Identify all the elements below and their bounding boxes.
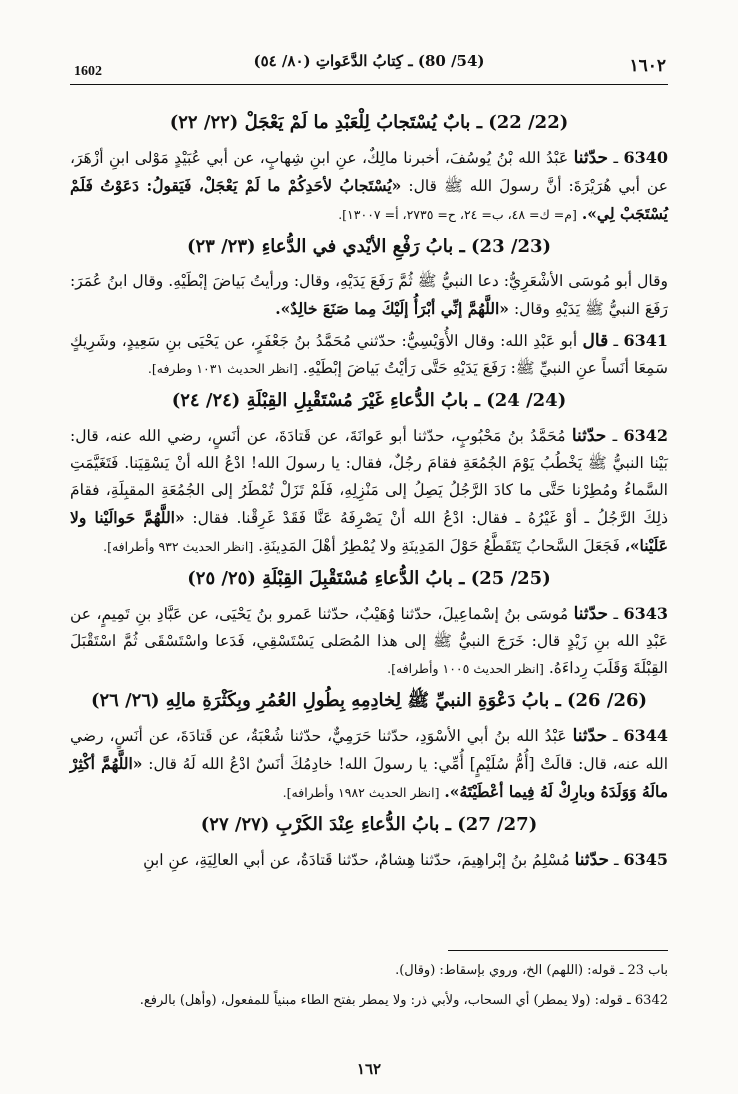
narration-lead: حدّثنا — [572, 726, 608, 746]
reference: [م= ك= ٤٨، ب= ٢٤، ح= ٢٧٣٥، أ= ١٣٠٠٧]. — [338, 207, 577, 222]
running-header — [70, 48, 668, 88]
narration-lead: حدّثنا — [573, 604, 609, 624]
page-body — [70, 104, 668, 878]
intro-quote: «اللَّهُمَّ إنِّي أبْرَأُ إلَيْكَ مِما صَنَعَ خالِدٌ». — [275, 299, 509, 318]
hadith-text: مُوسَى بنُ إسْماعِيلَ، حدّثنا وُهَيْبٌ، حدّثنا عَمرو بنُ يَحْيَى، عن عَبَّادِ بنِ تَمِيمٍ، عن عَبْدِ الله بنِ زَيْدٍ قال: خَرَجَ النبيُّ ﷺ إلى هذا المُصَلى يَسْتَسْقِي، فَدَعا واسْتَسْقَى ثُمَّ اسْتَقْبَلَ القِبْلَةَ وَقَلَبَ رِداءَهُ. — [70, 605, 668, 677]
book-title: (54/ 80) ـ كِتابُ الدَّعَواتِ (٨٠/ ٥٤) — [253, 52, 485, 70]
hadith-text: مُسْلِمُ بنُ إبْراهِيمَ، حدّثنا هِشامٌ، حدّثنا قَتادَةُ، عن أبي العالِيَةِ، عنِ ابنِ — [143, 851, 570, 869]
prophetic-quote: «اللَّهُمَّ أكْثِرْ مالَهُ وَوَلَدَهُ وبارِكْ لَهُ فِيما أعْطَيْتَهُ». — [70, 754, 668, 801]
narration-lead: قال — [582, 331, 609, 351]
footnote-rule — [448, 950, 668, 951]
header-rule — [70, 84, 668, 85]
hadith-6342: 6342 ـ حدّثنا مُحَمَّدُ بنُ مَحْبُوبٍ، حدّثنا أبو عَوانَةَ، عن قَتادَةَ، عن أنَسٍ، رضي الله عنه، قال: بَيْنا النبيُّ ﷺ يَخْطُبُ يَوْمَ الجُمُعَةِ فقامَ رجُلٌ، فقال: يا رسولَ الله! ادْعُ الله أنْ يَسْقِيَنا. فَتَغَيَّمَتِ السَّماءُ ومُطِرْنا حَتَّى ما كادَ الرَّجُلُ يَصِلُ إلى مَنْزِلِهِ، فَلَمْ تَزَلْ تُمْطَرُ إلى الجُمُعَةِ المقبِلَةِ، فقامَ ذلِكَ الرَّجُلُ ـ أوْ غَيْرُهُ ـ فقال: ادْعُ الله أنْ يَصْرِفَهُ عَنَّا فَقَدْ غَرِقْنا. فقال: «اللَّهُمَّ حَوالَيْنا ولا عَلَيْنا»، فَجَعَلَ السَّحابُ يَتَقَطَّعُ حَوْلَ المَدِينَةِ ولا يُمْطِرُ أهْلَ المَدِينَةِ. [انظر الحديث ٩٣٢ وأطرافه]. — [70, 426, 669, 555]
chapter-heading: (22/ 22) ـ بابٌ يُسْتَجابُ لِلْعَبْدِ ما لَمْ يَعْجَلْ (٢٢/ ٢٢) — [169, 112, 569, 133]
footnote: باب 23 ـ قوله: (اللهم) الخ، وروي بإسقاط: (وقال). — [395, 963, 668, 978]
hadith-number: 6344 — [623, 726, 669, 745]
prophetic-quote: «يُسْتَجابُ لأحَدِكُمْ ما لَمْ يَعْجَلْ، فَيَقولُ: دَعَوْتُ فَلَمْ يُسْتَجَبْ لِي». — [70, 176, 668, 223]
hadith-6341: 6341 ـ قال أبو عَبْدِ الله: وقال الأُوَيْسِيُّ: حدّثني مُحَمَّدُ بنُ جَعْفَرٍ، عن يَحْيَى بنِ سَعِيدٍ، وشَرِيكٍ سَمِعَا أنَساً عنِ النبيِّ ﷺ: رَفَعَ يَدَيْهِ حَتَّى رَأيْتُ بَياضَ إبْطَيْهِ. [انظر الحديث ١٠٣١ وطرفه]. — [70, 331, 668, 377]
reference: [انظر الحديث ١٠٠٥ وأطرافه]. — [387, 661, 544, 676]
hadith-6344: 6344 ـ حدّثنا عَبْدُ الله بنُ أبي الأسْوَدِ، حدّثنا حَرَمِيٌّ، حدّثنا شُعْبَةُ، عن قَتادَةَ، عن أنَسٍ، رضي الله عنه، قال: قالَتْ [أُمُّ سُلَيْمٍ] أُمِّي: يا رسولَ الله! خادِمُكَ أنَسٌ ادْعُ الله لَهُ قال: «اللَّهُمَّ أكْثِرْ مالَهُ وَوَلَدَهُ وبارِكْ لَهُ فِيما أعْطَيْتَهُ». [انظر الحديث ١٩٨٢ وأطرافه]. — [70, 726, 669, 801]
hadith-number: 6343 — [623, 604, 668, 623]
prophetic-quote: «اللَّهُمَّ حَوالَيْنا ولا عَلَيْنا»، — [70, 508, 668, 555]
narration-lead: حدّثنا — [571, 426, 607, 446]
hadith-6345: 6345 ـ حدّثنا مُسْلِمُ بنُ إبْراهِيمَ، حدّثنا هِشامٌ، حدّثنا قَتادَةُ، عن أبي العالِيَةِ، عنِ ابنِ — [143, 850, 668, 870]
chapter-intro — [70, 268, 668, 323]
reference: [انظر الحديث ٩٣٢ وأطرافه]. — [103, 539, 254, 554]
hadith-text: عَبْدُ الله بنُ أبي الأسْوَدِ، حدّثنا حَرَمِيٌّ، حدّثنا شُعْبَةُ، عن قَتادَةَ، عن أنَسٍ، رضي الله عنه، قال: قالَتْ [أُمُّ سُلَيْمٍ] أُمِّي: يا رسولَ الله! خادِمُكَ أنَسٌ ادْعُ الله لَهُ قال: — [70, 727, 669, 773]
hadith-6343: 6343 ـ حدّثنا مُوسَى بنُ إسْماعِيلَ، حدّثنا وُهَيْبٌ، حدّثنا عَمرو بنُ يَحْيَى، عن عَبَّادِ بنِ تَمِيمٍ، عن عَبْدِ الله بنِ زَيْدٍ قال: خَرَجَ النبيُّ ﷺ إلى هذا المُصَلى يَسْتَسْقِي، فَدَعا واسْتَسْقَى ثُمَّ اسْتَقْبَلَ القِبْلَةَ وَقَلَبَ رِداءَهُ. [انظر الحديث ١٠٠٥ وأطرافه]. — [70, 604, 668, 677]
page-number-arabic: ١٦٠٢ — [629, 56, 666, 76]
hadith-number: 6340 — [623, 148, 668, 167]
hadith-number: 6341 — [623, 331, 668, 350]
hadith-text: أبو عَبْدِ الله: وقال الأُوَيْسِيُّ: حدّثني مُحَمَّدُ بنُ جَعْفَرٍ، عن يَحْيَى بنِ سَعِيدٍ، وشَرِيكٍ سَمِعَا أنَساً عنِ النبيِّ ﷺ: رَفَعَ يَدَيْهِ حَتَّى رَأيْتُ بَياضَ إبْطَيْهِ. — [70, 332, 668, 377]
chapter-heading: (24/ 24) ـ بابُ الدُّعاءِ غَيْرَ مُسْتَقْبِلِ القِبْلَةِ (٢٤/ ٢٤) — [171, 390, 567, 411]
chapter-heading: (25/ 25) ـ بابُ الدُّعاءِ مُسْتَقْبِلَ القِبْلَةِ (٢٥/ ٢٥) — [187, 568, 551, 589]
chapter-heading: (26/ 26) ـ بابُ دَعْوَةِ النبيِّ ﷺ لِخادِمِهِ بِطُولِ العُمُرِ وبِكَثْرَةِ مالِهِ (٢٦/ ٢٦) — [90, 690, 648, 711]
chapter-heading: (27/ 27) ـ بابُ الدُّعاءِ عِنْدَ الكَرْبِ (٢٧/ ٢٧) — [200, 814, 538, 835]
hadith-text: مُحَمَّدُ بنُ مَحْبُوبٍ، حدّثنا أبو عَوانَةَ، عن قَتادَةَ، عن أنَسٍ، رضي الله عنه، قال: بَيْنا النبيُّ ﷺ يَخْطُبُ يَوْمَ الجُمُعَةِ فقامَ رجُلٌ، فقال: يا رسولَ الله! ادْعُ الله أنْ يَسْقِيَنا. فَتَغَيَّمَتِ السَّماءُ ومُطِرْنا حَتَّى ما كادَ الرَّجُلُ يَصِلُ إلى مَنْزِلِهِ، فَلَمْ تَزَلْ تُمْطَرُ إلى الجُمُعَةِ المقبِلَةِ، فقامَ ذلِكَ الرَّجُلُ ـ أوْ غَيْرُهُ ـ فقال: ادْعُ الله أنْ يَصْرِفَهُ عَنَّا فَقَدْ غَرِقْنا. فقال: — [70, 427, 668, 527]
narration-lead: حدّثنا — [573, 148, 609, 168]
hadith-6340: 6340 ـ حدّثنا عَبْدُ الله بْنُ يُوسُفَ، أخبرنا مالِكٌ، عنِ ابنِ شِهابٍ، عن أبي عُبَيْدٍ مَوْلى ابنِ أزْهَرَ، عن أبي هُرَيْرَةَ: أنَّ رسولَ الله ﷺ قال: «يُسْتَجابُ لأحَدِكُمْ ما لَمْ يَعْجَلْ، فَيَقولُ: دَعَوْتُ فَلَمْ يُسْتَجَبْ لِي». [م= ك= ٤٨، ب= ٢٤، ح= ٢٧٣٥، أ= ١٣٠٠٧]. — [70, 148, 668, 223]
narration-lead: حدّثنا — [574, 850, 610, 870]
page-number-latin: 1602 — [74, 64, 102, 79]
hadith-number: 6342 — [623, 426, 669, 445]
footnote: 6342 ـ قوله: (ولا يمطر) أي السحاب، ولأبي ذر: ولا يمطر بفتح الطاء مبنياً للمفعول، (وأهل) بالرفع. — [139, 993, 668, 1008]
reference: [انظر الحديث ١٠٣١ وطرفه]. — [147, 361, 298, 376]
intro-text: وقال أبو مُوسَى الأشْعَرِيُّ: دعا النبيُّ ﷺ ثُمَّ رَفَعَ يَدَيْهِ، وقال: ورأيتُ بَياضَ إبْطَيْهِ. وقال ابنُ عُمَرَ: رَفَعَ النبيُّ ﷺ يَدَيْهِ وقال: — [70, 272, 668, 318]
chapter-heading: (23/ 23) ـ بابُ رَفْعِ الأيْدي في الدُّعاءِ (٢٣/ ٢٣) — [186, 236, 552, 257]
reference: [انظر الحديث ١٩٨٢ وأطرافه]. — [282, 785, 440, 800]
hadith-text: عَبْدُ الله بْنُ يُوسُفَ، أخبرنا مالِكٌ، عنِ ابنِ شِهابٍ، عن أبي عُبَيْدٍ مَوْلى ابنِ أزْهَرَ، عن أبي هُرَيْرَةَ: أنَّ رسولَ الله ﷺ قال: — [70, 149, 668, 195]
hadith-tail: فَجَعَلَ السَّحابُ يَتَقَطَّعُ حَوْلَ المَدِينَةِ ولا يُمْطِرُ أهْلَ المَدِينَةِ. — [258, 537, 620, 555]
page-number-bottom: ١٦٢ — [356, 1060, 382, 1078]
hadith-number: 6345 — [623, 850, 668, 869]
